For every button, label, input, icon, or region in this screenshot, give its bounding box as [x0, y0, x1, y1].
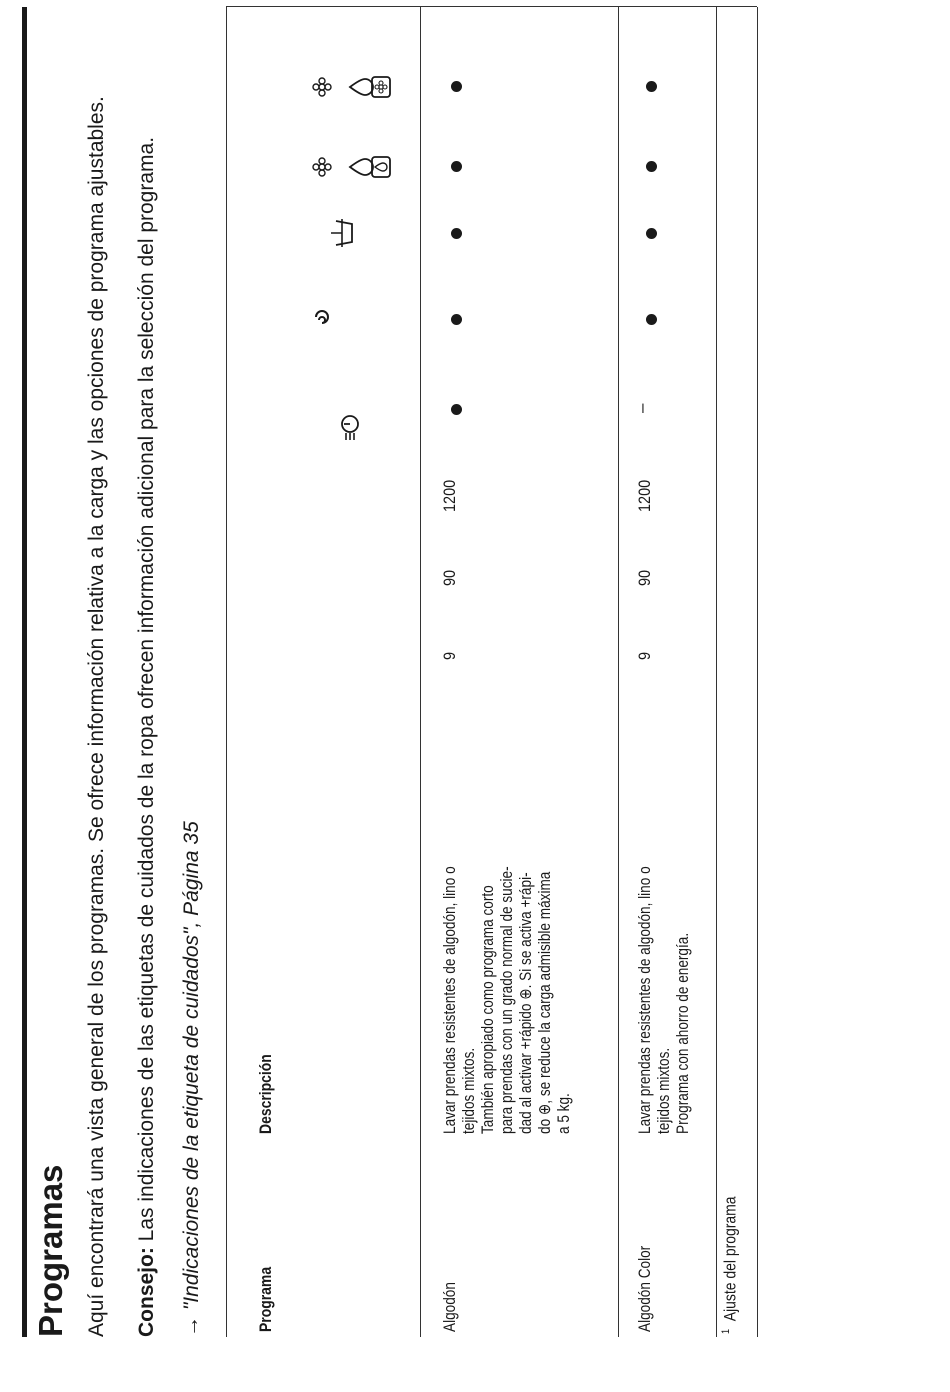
section-bar [22, 7, 27, 1337]
desc-line: También apropiado como programa corto [478, 885, 497, 1134]
row-2-bottom-rule [716, 7, 717, 1337]
table-right-border [226, 6, 757, 7]
drop-flower-boxed-icon [312, 72, 392, 102]
footnote-bottom-rule [757, 7, 758, 1337]
row-1-spin: 1200 [440, 479, 459, 512]
footnote-text: Ajuste del programa [720, 1196, 740, 1322]
row-2-description [635, 799, 692, 1134]
header-bottom-rule [420, 7, 421, 1337]
row-2-option-2 [646, 314, 657, 325]
row-1-program: Algodón [440, 1282, 459, 1332]
header-description: Descripción [256, 1054, 275, 1134]
row-1-option-2 [451, 314, 462, 325]
row-2-option-3 [646, 228, 657, 239]
row-1-description [440, 799, 573, 1134]
tip-label: Consejo: [135, 1247, 158, 1337]
row-2-option-4 [646, 161, 657, 172]
tip-text: Las indicaciones de las etiquetas de cuidados de la ropa ofrecen información adicional para la selección del programa. [135, 136, 158, 1242]
row-1-temp: 90 [440, 569, 459, 586]
row-1-load: 9 [440, 651, 459, 660]
tip-paragraph [136, 37, 158, 1337]
row-2-spin: 1200 [635, 479, 654, 512]
row-1-option-3 [451, 228, 462, 239]
row-1-option-1 [451, 404, 462, 415]
row-1-bottom-rule [618, 7, 619, 1337]
page-reference-link[interactable]: → "Indicaciones de la etiqueta de cuidados", Página 35 [180, 821, 203, 1337]
row-1-option-4 [451, 161, 462, 172]
table-top-rule [226, 7, 227, 1337]
row-1-option-5 [451, 81, 462, 92]
row-2-option-1: – [632, 403, 651, 413]
spiral-icon [310, 308, 334, 332]
desc-line: Programa con ahorro de energía. [673, 932, 692, 1134]
row-2-program: Algodón Color [635, 1245, 654, 1332]
row-2-load: 9 [635, 651, 654, 660]
desc-line: tejidos mixtos. [459, 1047, 478, 1134]
row-2-temp: 90 [635, 569, 654, 586]
desc-line: Lavar prendas resistentes de algodón, lino o [635, 866, 654, 1134]
row-2-option-5 [646, 81, 657, 92]
header-program: Programa [256, 1266, 275, 1332]
desc-line: para prendas con un grado normal de sucie- [497, 866, 516, 1134]
desc-line: Lavar prendas resistentes de algodón, lino o [440, 866, 459, 1134]
drop-flower-icon [312, 152, 392, 182]
prewash-tub-icon [328, 218, 356, 248]
intro-paragraph: Aquí encontrará una vista general de los programas. Se ofrece información relativa a la carga y las opciones de programa ajustables. [85, 96, 108, 1337]
footnote [720, 1196, 741, 1334]
desc-line: do ⊕, se reduce la carga admisible máxima [535, 871, 554, 1134]
desc-line: tejidos mixtos. [654, 1047, 673, 1134]
page-title: Programas [32, 1164, 69, 1337]
footnote-marker: 1 [720, 1328, 732, 1334]
desc-line: a 5 kg. [554, 1093, 573, 1134]
speed-plus-icon [335, 412, 365, 442]
desc-line: dad al activar +rápido ⊕. Si se activa +rápi- [516, 872, 535, 1134]
